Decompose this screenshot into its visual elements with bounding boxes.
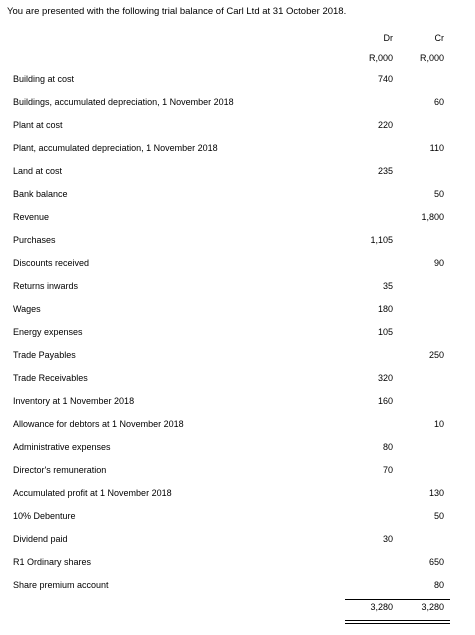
total-bottom-rule-1 xyxy=(345,620,450,621)
row-label: Plant, accumulated depreciation, 1 November 2018 xyxy=(13,143,218,153)
row-label: Purchases xyxy=(13,235,56,245)
table-row xyxy=(0,258,475,272)
row-debit: 80 xyxy=(382,442,393,452)
row-debit: 105 xyxy=(377,327,393,337)
intro-text: You are presented with the following trial balance of Carl Ltd at 31 October 2018. xyxy=(7,6,347,17)
row-credit: 50 xyxy=(433,189,444,199)
row-debit: 740 xyxy=(377,74,393,84)
table-row xyxy=(0,97,475,111)
table-row xyxy=(0,557,475,571)
row-debit: 30 xyxy=(382,534,393,544)
row-label: Trade Receivables xyxy=(13,373,88,383)
row-debit: 180 xyxy=(377,304,393,314)
row-debit: 235 xyxy=(377,166,393,176)
table-row xyxy=(0,304,475,318)
row-label: Energy expenses xyxy=(13,327,83,337)
row-debit: 160 xyxy=(377,396,393,406)
row-credit: 130 xyxy=(428,488,444,498)
row-credit: 50 xyxy=(433,511,444,521)
total-bottom-rule-2 xyxy=(345,623,450,624)
row-credit: 110 xyxy=(429,143,444,153)
row-label: Revenue xyxy=(13,212,50,222)
total-cr: 3,280 xyxy=(421,602,444,612)
row-credit: 90 xyxy=(433,258,444,268)
row-credit: 80 xyxy=(433,580,444,590)
table-row xyxy=(0,281,475,295)
row-label: Accumulated profit at 1 November 2018 xyxy=(13,488,172,498)
row-label: Dividend paid xyxy=(13,534,68,544)
row-debit: 1,105 xyxy=(370,235,393,245)
table-row xyxy=(0,350,475,364)
table-row xyxy=(0,511,475,525)
dr-header: Dr xyxy=(383,33,393,43)
cr-unit-header: R,000 xyxy=(419,53,444,63)
row-debit: 35 xyxy=(382,281,393,291)
table-row xyxy=(0,212,475,226)
table-row xyxy=(0,74,475,88)
table-row xyxy=(0,396,475,410)
table-row xyxy=(0,419,475,433)
total-dr: 3,280 xyxy=(370,602,393,612)
row-label: Administrative expenses xyxy=(13,442,111,452)
row-credit: 650 xyxy=(428,557,444,567)
table-row xyxy=(0,327,475,341)
row-label: Building at cost xyxy=(13,74,75,84)
table-row xyxy=(0,442,475,456)
row-label: R1 Ordinary shares xyxy=(13,557,92,567)
cr-header: Cr xyxy=(434,33,444,43)
table-row xyxy=(0,465,475,479)
row-label: Buildings, accumulated depreciation, 1 November 2018 xyxy=(13,97,234,107)
table-row xyxy=(0,120,475,134)
row-label: 10% Debenture xyxy=(13,511,76,521)
row-debit: 220 xyxy=(377,120,393,130)
table-row xyxy=(0,235,475,249)
dr-unit-header: R,000 xyxy=(368,53,393,63)
table-row xyxy=(0,166,475,180)
table-row xyxy=(0,143,475,157)
row-label: Bank balance xyxy=(13,189,68,199)
row-label: Director's remuneration xyxy=(13,465,107,475)
row-label: Plant at cost xyxy=(13,120,63,130)
table-row xyxy=(0,488,475,502)
row-label: Wages xyxy=(13,304,41,314)
row-label: Inventory at 1 November 2018 xyxy=(13,396,135,406)
row-credit: 60 xyxy=(433,97,444,107)
row-debit: 70 xyxy=(382,465,393,475)
total-top-rule xyxy=(345,599,450,600)
row-credit: 250 xyxy=(428,350,444,360)
row-credit: 10 xyxy=(433,419,444,429)
row-label: Land at cost xyxy=(13,166,63,176)
row-label: Returns inwards xyxy=(13,281,79,291)
table-row xyxy=(0,534,475,548)
row-label: Discounts received xyxy=(13,258,90,268)
table-row xyxy=(0,373,475,387)
row-credit: 1,800 xyxy=(421,212,444,222)
table-row xyxy=(0,580,475,594)
table-row xyxy=(0,189,475,203)
row-label: Trade Payables xyxy=(13,350,76,360)
row-label: Allowance for debtors at 1 November 2018 xyxy=(13,419,184,429)
row-label: Share premium account xyxy=(13,580,109,590)
row-debit: 320 xyxy=(377,373,393,383)
